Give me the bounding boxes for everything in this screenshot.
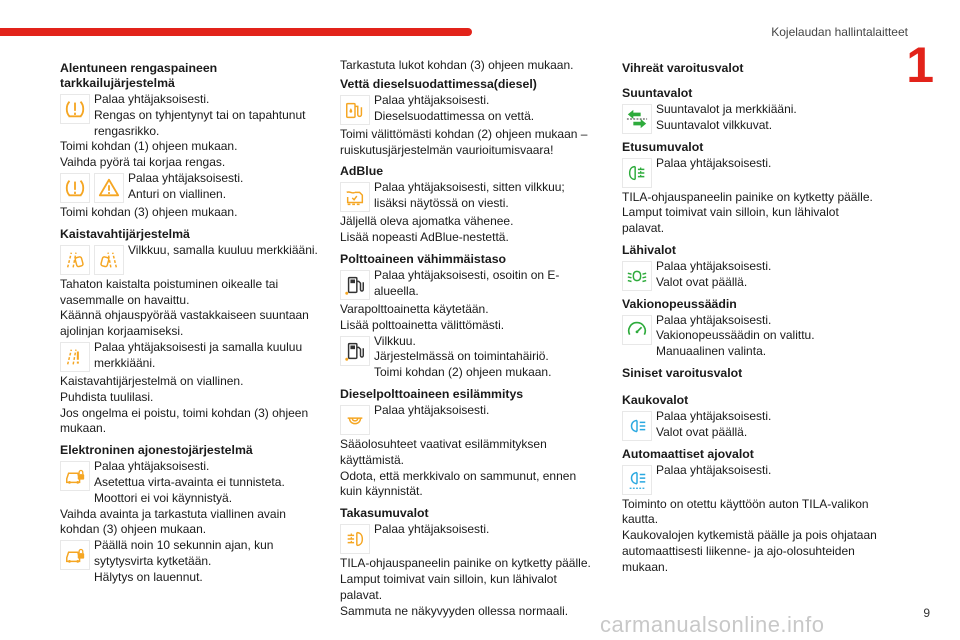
text-line: Palaa yhtäjaksoisesti. bbox=[374, 402, 490, 417]
text-line: Vakionopeussäädin on valittu. bbox=[656, 328, 815, 343]
text-line: Varapolttoainetta käytetään. bbox=[340, 301, 489, 316]
entry-water-in-diesel bbox=[340, 93, 598, 159]
adblue-icon bbox=[340, 182, 370, 212]
text-line: Palaa yhtäjaksoisesti ja samalla kuuluu merkkiääni. bbox=[94, 339, 303, 370]
text-line: Palaa yhtäjaksoisesti, sitten vilkkuu; lisäksi näytössä on viesti. bbox=[374, 180, 565, 211]
entry-front-fog bbox=[622, 156, 880, 237]
rear-fog-lamp-icon bbox=[340, 524, 370, 554]
text-line: Toimi kohdan (2) ohjeen mukaan. bbox=[374, 365, 552, 380]
text-line: Palaa yhtäjaksoisesti. bbox=[374, 92, 490, 107]
text-line: Vilkkuu, samalla kuuluu merkkiääni. bbox=[128, 242, 318, 257]
text-line: Odota, että merkkivalo on sammunut, ennen kuin käynnistät. bbox=[340, 468, 577, 499]
text-line: Manuaalinen valinta. bbox=[656, 344, 767, 359]
entry-lane-departure bbox=[60, 243, 318, 340]
section-heading-lane: Kaistavahtijärjestelmä bbox=[60, 226, 190, 241]
text-line: Lisää nopeasti AdBlue-nestettä. bbox=[340, 230, 509, 245]
section-heading-blue-lights: Siniset varoitusvalot bbox=[622, 365, 743, 380]
text-line: Sääolosuhteet vaativat esilämmityksen käyttämistä. bbox=[340, 436, 547, 467]
column-3 bbox=[622, 58, 880, 576]
text-line: Palaa yhtäjaksoisesti, osoitin on E-alueella. bbox=[374, 267, 560, 298]
text-line: Lamput toimivat vain silloin, kun lähivalot palavat. bbox=[340, 571, 557, 602]
column-1 bbox=[60, 58, 318, 586]
text-line: Palaa yhtäjaksoisesti. bbox=[374, 522, 490, 537]
warning-triangle-icon bbox=[94, 173, 124, 203]
entry-tpms-sensor bbox=[60, 171, 318, 221]
entry-immobiliser-key bbox=[60, 459, 318, 538]
text-line: Palaa yhtäjaksoisesti. bbox=[656, 312, 772, 327]
text-line: Valot ovat päällä. bbox=[656, 424, 748, 439]
entry-fuel-fault bbox=[340, 334, 598, 381]
section-heading-adblue: AdBlue bbox=[340, 164, 384, 179]
fuel-pump-icon bbox=[340, 336, 370, 366]
speedometer-icon bbox=[622, 315, 652, 345]
text-line: Päällä noin 10 sekunnin ajan, kun sytytysvirta kytketään. bbox=[94, 538, 274, 568]
text-line: Lamput toimivat vain silloin, kun lähivalot palavat. bbox=[622, 205, 839, 236]
text-line: Anturi on viallinen. bbox=[128, 186, 227, 201]
section-heading-rear-fog: Takasumuvalot bbox=[340, 506, 429, 521]
tyre-pressure-warning-icon bbox=[60, 173, 90, 203]
text-line: Tahaton kaistalta poistuminen oikealle tai vasemmalle on havaittu. bbox=[60, 276, 279, 307]
lane-departure-right-icon bbox=[94, 245, 124, 275]
text-line: Dieselsuodattimessa on vettä. bbox=[374, 108, 535, 123]
header-accent-bar bbox=[0, 28, 472, 36]
watermark: carmanualsonline.info bbox=[600, 612, 825, 637]
section-heading-immobiliser: Elektroninen ajonestojärjestelmä bbox=[60, 443, 253, 458]
entry-lane-fault bbox=[60, 340, 318, 437]
text-line: Palaa yhtäjaksoisesti. bbox=[94, 459, 210, 474]
entry-glow-plug bbox=[340, 403, 598, 500]
text-line: Järjestelmässä on toimintahäiriö. bbox=[374, 349, 549, 364]
entry-turn-signals bbox=[622, 102, 880, 134]
text-line: Toimi välittömästi kohdan (2) ohjeen mukaan – ruiskutusjärjestelmän vaurioitumisvaara! bbox=[340, 126, 588, 157]
page-number: 9 bbox=[923, 606, 930, 620]
car-key-warning-icon bbox=[60, 461, 90, 491]
text-line: Lisää polttoainetta välittömästi. bbox=[340, 317, 505, 332]
text-line: Jäljellä oleva ajomatka vähenee. bbox=[340, 214, 514, 229]
text-line: Hälytys on lauennut. bbox=[94, 569, 203, 584]
entry-auto-headlamps bbox=[622, 463, 880, 576]
text-line: Jos ongelma ei poistu, toimi kohdan (3) ohjeen mukaan. bbox=[60, 405, 309, 436]
text-line: Asetettua virta-avainta ei tunnisteta. bbox=[94, 474, 285, 489]
fuel-pump-icon bbox=[340, 270, 370, 300]
lane-system-fault-icon bbox=[60, 342, 90, 372]
text-line: Kaukovalojen kytkemistä päälle ja pois ohjataan automaattisesti liikenne- ja ajo-olosuhteiden mukaan. bbox=[622, 528, 877, 574]
text-line: TILA-ohjauspaneelin painike on kytketty päälle. bbox=[622, 189, 873, 204]
text-line: Rengas on tyhjentynyt tai on tapahtunut rengasrikko. bbox=[94, 107, 306, 138]
entry-high-beam bbox=[622, 409, 880, 441]
text-line: Palaa yhtäjaksoisesti. bbox=[94, 92, 210, 106]
text-line: Palaa yhtäjaksoisesti. bbox=[128, 170, 244, 185]
entry-low-beam bbox=[622, 259, 880, 291]
water-in-fuel-icon bbox=[340, 95, 370, 125]
text-line: Palaa yhtäjaksoisesti. bbox=[656, 258, 772, 273]
text-line: TILA-ohjauspaneelin painike on kytketty päälle. bbox=[340, 556, 591, 571]
text-line: Kaistavahtijärjestelmä on viallinen. bbox=[60, 373, 244, 388]
text-line: Toimi kohdan (1) ohjeen mukaan. bbox=[60, 139, 238, 154]
entry-rear-fog bbox=[340, 522, 598, 619]
entry-adblue bbox=[340, 180, 598, 246]
text-line: Käännä ohjauspyörää vastakkaiseen suuntaan ajolinjan korjaamiseksi. bbox=[60, 308, 309, 339]
section-heading-green-lights: Vihreät varoitusvalot bbox=[622, 61, 744, 75]
tyre-pressure-warning-icon bbox=[60, 94, 90, 124]
section-heading-auto-headlamps: Automaattiset ajovalot bbox=[622, 446, 754, 461]
section-heading-fuel: Polttoaineen vähimmäistaso bbox=[340, 251, 507, 266]
section-heading-turn-signals: Suuntavalot bbox=[622, 86, 693, 100]
auto-high-beam-icon bbox=[622, 465, 652, 495]
section-heading-cruise: Vakionopeussäädin bbox=[622, 296, 737, 311]
front-fog-lamp-icon bbox=[622, 158, 652, 188]
glow-plug-icon bbox=[340, 405, 370, 435]
text-line: Sammuta ne näkyvyyden ollessa normaali. bbox=[340, 603, 569, 618]
text-line: Palaa yhtäjaksoisesti. bbox=[656, 155, 772, 170]
section-heading-water-in-diesel: Vettä dieselsuodattimessa(diesel) bbox=[340, 76, 537, 91]
section-heading-glow-plug: Dieselpolttoaineen esilämmitys bbox=[340, 386, 524, 401]
low-beam-icon bbox=[622, 261, 652, 291]
high-beam-icon bbox=[622, 411, 652, 441]
entry-cruise-control bbox=[622, 313, 880, 360]
text-line: Puhdista tuulilasi. bbox=[60, 389, 154, 404]
text-line: Palaa yhtäjaksoisesti. bbox=[656, 462, 772, 477]
car-lock-warning-icon bbox=[60, 540, 90, 570]
page-header-title: Kojelaudan hallintalaitteet bbox=[771, 25, 908, 39]
chapter-number: 1 bbox=[906, 37, 934, 93]
section-heading-low-beam: Lähivalot bbox=[622, 242, 676, 257]
lane-departure-left-icon bbox=[60, 245, 90, 275]
text-line: Toiminto on otettu käyttöön auton TILA-valikon kautta. bbox=[622, 496, 869, 527]
text-line: Toimi kohdan (3) ohjeen mukaan. bbox=[60, 204, 238, 219]
text-line: Tarkastuta lukot kohdan (3) ohjeen mukaan. bbox=[340, 58, 574, 72]
turn-signal-arrows-icon bbox=[622, 104, 652, 134]
text-line: Vaihda pyörä tai korjaa rengas. bbox=[60, 155, 226, 170]
text-line: Vilkkuu. bbox=[374, 333, 416, 348]
entry-immobiliser-alarm bbox=[60, 538, 318, 585]
section-heading-front-fog: Etusumuvalot bbox=[622, 139, 704, 154]
section-heading-high-beam: Kaukovalot bbox=[622, 392, 689, 407]
text-line: Palaa yhtäjaksoisesti. bbox=[656, 408, 772, 423]
column-2 bbox=[340, 58, 598, 619]
text-line: Suuntavalot ja merkkiääni. bbox=[656, 102, 797, 116]
text-line: Valot ovat päällä. bbox=[656, 274, 748, 289]
entry-fuel-low bbox=[340, 268, 598, 334]
text-line: Suuntavalot vilkkuvat. bbox=[656, 117, 773, 132]
section-heading-tpms: Alentuneen rengaspaineen tarkkailujärjestelmä bbox=[60, 61, 218, 90]
text-line: Vaihda avainta ja tarkastuta viallinen avain kohdan (3) ohjeen mukaan. bbox=[60, 506, 286, 537]
text-line: Moottori ei voi käynnistyä. bbox=[94, 490, 233, 505]
entry-tpms-puncture bbox=[60, 92, 318, 171]
